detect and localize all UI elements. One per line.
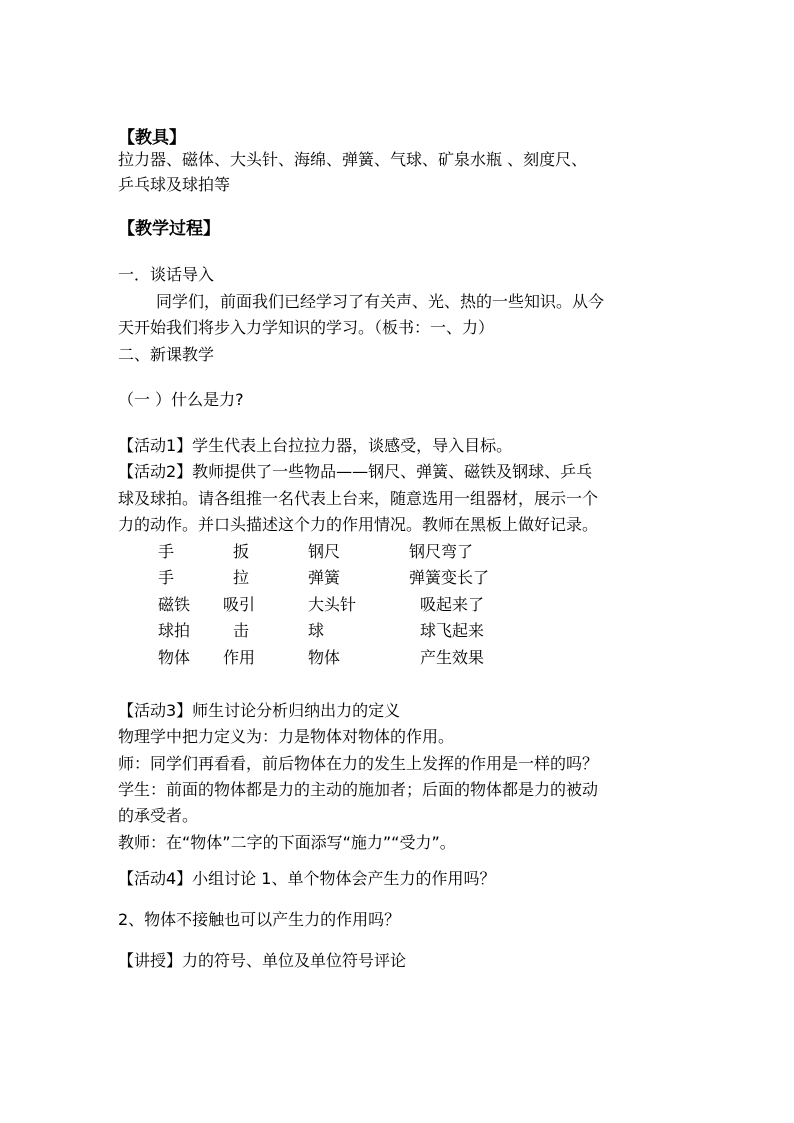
activity-4: 【活动4】小组讨论 1、单个物体会产生力的作用吗？: [118, 869, 496, 888]
table-cell-action: 击: [233, 621, 250, 640]
table-cell-object: 球: [308, 621, 325, 640]
activity-3: 【活动3】师生讨论分析归纳出力的定义: [118, 701, 401, 720]
table-cell-subject: 物体: [158, 648, 191, 667]
teaching-aids-line-1: 拉力器、磁体、大头针、海绵、弹簧、气球、矿泉水瓶 、刻度尺、: [118, 150, 588, 169]
section-1-paragraph-line-2: 天开始我们将步入力学知识的学习。（板书：一、力）: [118, 318, 495, 337]
process-heading: 【教学过程】: [118, 219, 220, 239]
table-cell-effect: 吸起来了: [420, 595, 485, 614]
teacher-note: 教师：在“物体”二字的下面添写“施力”“受力”。: [118, 833, 456, 852]
student-answer-line-2: 的承受者。: [118, 806, 199, 825]
teacher-question: 师：同学们再看看，前后物体在力的发生上发挥的作用是一样的吗？: [118, 754, 599, 773]
subsection-1-title: （一 ）什么是力?: [118, 390, 244, 409]
table-cell-object: 大头针: [308, 595, 357, 614]
table-cell-subject: 球拍: [158, 621, 191, 640]
table-cell-object: 钢尺: [308, 542, 341, 561]
section-1-title: 一．谈话导入: [118, 265, 215, 284]
table-cell-object: 弹簧: [308, 568, 341, 587]
table-cell-action: 吸引: [223, 595, 256, 614]
section-2-title: 二、新课教学: [118, 345, 215, 364]
activity-2-line-3: 力的动作。并口头描述这个力的作用情况。教师在黑板上做好记录。: [118, 515, 599, 534]
student-answer-line-1: 学生：前面的物体都是力的主动的施加者；后面的物体都是力的被动: [118, 780, 599, 799]
table-cell-object: 物体: [308, 648, 341, 667]
teaching-aids-line-2: 乒乓球及球拍等: [118, 175, 231, 194]
section-1-paragraph-line-1: 同学们，前面我们已经学习了有关声、光、热的一些知识。从今: [156, 292, 605, 311]
activity-2-line-1: 【活动2】教师提供了一些物品——钢尺、弹簧、磁铁及钢球、乒乓: [118, 462, 593, 481]
table-cell-effect: 产生效果: [420, 648, 485, 667]
activity-2-line-2: 球及球拍。请各组推一名代表上台来，随意选用一组器材，展示一个: [118, 489, 599, 508]
table-cell-action: 作用: [223, 648, 256, 667]
force-definition: 物理学中把力定义为：力是物体对物体的作用。: [118, 727, 455, 746]
table-cell-effect: 球飞起来: [420, 621, 485, 640]
table-cell-action: 拉: [233, 568, 250, 587]
activity-1: 【活动1】学生代表上台拉拉力器，谈感受，导入目标。: [118, 436, 513, 455]
question-2: 2、物体不接触也可以产生力的作用吗？: [118, 910, 401, 929]
table-cell-effect: 钢尺弯了: [409, 542, 474, 561]
lecture-line: 【讲授】力的符号、单位及单位符号评论: [118, 951, 407, 970]
table-cell-subject: 手: [158, 542, 175, 561]
table-cell-effect: 弹簧变长了: [409, 568, 490, 587]
table-cell-action: 扳: [233, 542, 250, 561]
table-cell-subject: 磁铁: [158, 595, 191, 614]
table-cell-subject: 手: [158, 568, 175, 587]
teaching-aids-heading: 【教具】: [118, 128, 186, 148]
